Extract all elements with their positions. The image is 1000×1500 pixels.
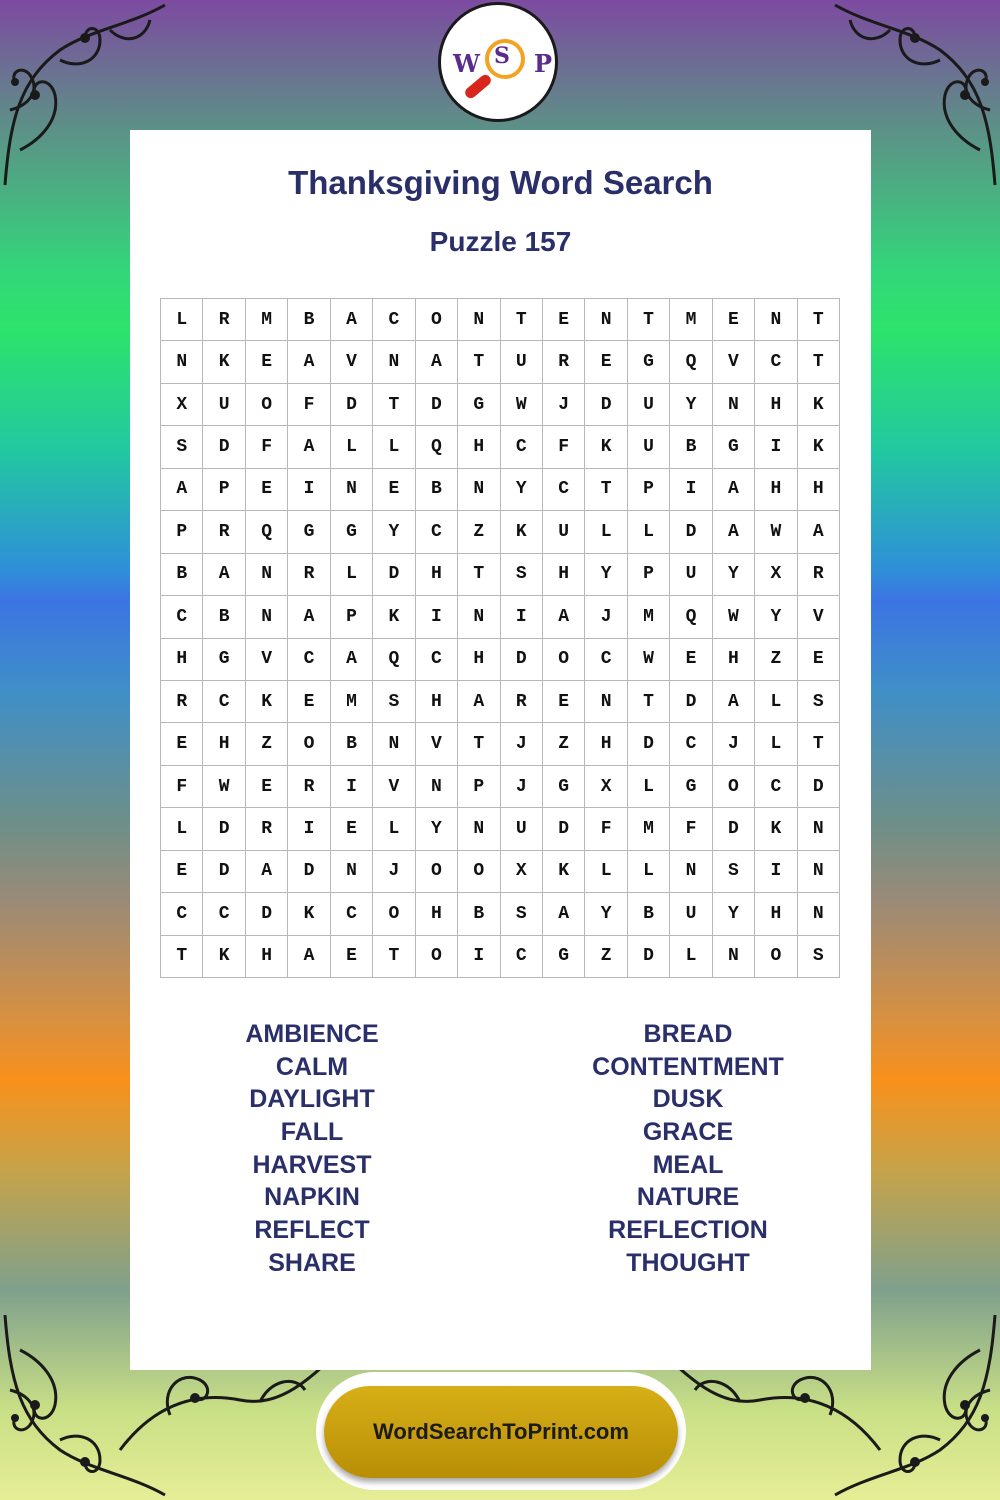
word-list-item: NAPKIN bbox=[264, 1183, 360, 1212]
grid-cell[interactable]: A bbox=[331, 299, 373, 341]
logo-letter-s: S bbox=[494, 43, 510, 69]
grid-cell[interactable]: J bbox=[543, 384, 585, 426]
grid-cell[interactable]: A bbox=[288, 341, 330, 383]
grid-cell[interactable]: U bbox=[628, 384, 670, 426]
grid-cell[interactable]: A bbox=[543, 596, 585, 638]
grid-cell[interactable]: W bbox=[628, 639, 670, 681]
grid-cell[interactable]: N bbox=[585, 681, 627, 723]
grid-cell[interactable]: N bbox=[585, 299, 627, 341]
grid-cell[interactable]: J bbox=[585, 596, 627, 638]
grid-cell[interactable]: U bbox=[543, 511, 585, 553]
grid-cell[interactable]: A bbox=[288, 936, 330, 978]
grid-cell[interactable]: F bbox=[161, 766, 203, 808]
grid-cell[interactable]: E bbox=[670, 639, 712, 681]
grid-cell[interactable]: L bbox=[161, 808, 203, 850]
grid-cell[interactable]: H bbox=[246, 936, 288, 978]
grid-cell[interactable]: D bbox=[501, 639, 543, 681]
grid-cell[interactable]: R bbox=[203, 511, 245, 553]
grid-cell[interactable]: N bbox=[713, 384, 755, 426]
grid-cell[interactable]: R bbox=[288, 766, 330, 808]
grid-cell[interactable]: E bbox=[373, 469, 415, 511]
word-list-item: DAYLIGHT bbox=[249, 1085, 375, 1114]
grid-cell[interactable]: M bbox=[628, 808, 670, 850]
grid-cell[interactable]: B bbox=[628, 893, 670, 935]
grid-cell[interactable]: D bbox=[670, 511, 712, 553]
grid-cell[interactable]: N bbox=[458, 808, 500, 850]
grid-cell[interactable]: K bbox=[798, 426, 840, 468]
grid-cell[interactable]: E bbox=[331, 808, 373, 850]
word-list-item: REFLECTION bbox=[608, 1216, 768, 1245]
grid-cell[interactable]: A bbox=[543, 893, 585, 935]
grid-cell[interactable]: K bbox=[203, 341, 245, 383]
grid-cell[interactable]: N bbox=[458, 299, 500, 341]
grid-cell[interactable]: U bbox=[501, 341, 543, 383]
grid-cell[interactable]: L bbox=[755, 681, 797, 723]
grid-cell[interactable]: C bbox=[416, 639, 458, 681]
grid-cell[interactable]: A bbox=[713, 469, 755, 511]
grid-cell[interactable]: E bbox=[246, 469, 288, 511]
grid-cell[interactable]: N bbox=[713, 936, 755, 978]
grid-cell[interactable]: I bbox=[288, 469, 330, 511]
grid-cell[interactable]: N bbox=[331, 851, 373, 893]
grid-cell[interactable]: D bbox=[713, 808, 755, 850]
grid-cell[interactable]: I bbox=[755, 851, 797, 893]
grid-cell[interactable]: N bbox=[246, 596, 288, 638]
grid-cell[interactable]: N bbox=[458, 469, 500, 511]
grid-cell[interactable]: B bbox=[203, 596, 245, 638]
grid-cell[interactable]: T bbox=[798, 723, 840, 765]
grid-cell[interactable]: E bbox=[798, 639, 840, 681]
grid-cell[interactable]: L bbox=[373, 808, 415, 850]
letter-grid bbox=[160, 298, 840, 978]
grid-cell[interactable]: Y bbox=[585, 554, 627, 596]
grid-cell[interactable]: C bbox=[755, 341, 797, 383]
grid-cell[interactable]: P bbox=[458, 766, 500, 808]
grid-cell[interactable]: A bbox=[246, 851, 288, 893]
grid-cell[interactable]: T bbox=[458, 341, 500, 383]
grid-cell[interactable]: N bbox=[246, 554, 288, 596]
grid-cell[interactable]: I bbox=[331, 766, 373, 808]
grid-cell[interactable]: E bbox=[543, 681, 585, 723]
grid-cell[interactable]: N bbox=[798, 851, 840, 893]
grid-cell[interactable]: E bbox=[161, 723, 203, 765]
grid-cell[interactable]: A bbox=[458, 681, 500, 723]
grid-cell[interactable]: H bbox=[585, 723, 627, 765]
grid-cell[interactable]: Y bbox=[755, 596, 797, 638]
word-list-item: BREAD bbox=[643, 1020, 733, 1048]
grid-cell[interactable]: O bbox=[416, 851, 458, 893]
grid-cell[interactable]: G bbox=[713, 426, 755, 468]
grid-cell[interactable]: D bbox=[543, 808, 585, 850]
grid-cell[interactable]: O bbox=[543, 639, 585, 681]
grid-cell[interactable]: E bbox=[543, 299, 585, 341]
grid-cell[interactable]: V bbox=[246, 639, 288, 681]
grid-cell[interactable]: N bbox=[798, 893, 840, 935]
grid-cell[interactable]: N bbox=[373, 341, 415, 383]
grid-cell[interactable]: G bbox=[543, 766, 585, 808]
grid-cell[interactable]: H bbox=[416, 554, 458, 596]
grid-cell[interactable]: K bbox=[288, 893, 330, 935]
grid-cell[interactable]: L bbox=[373, 426, 415, 468]
grid-cell[interactable]: L bbox=[585, 851, 627, 893]
grid-cell[interactable]: E bbox=[331, 936, 373, 978]
grid-cell[interactable]: E bbox=[246, 341, 288, 383]
grid-cell[interactable]: C bbox=[373, 299, 415, 341]
grid-cell[interactable]: A bbox=[331, 639, 373, 681]
footer-banner bbox=[316, 1372, 686, 1490]
grid-cell[interactable]: R bbox=[543, 341, 585, 383]
grid-cell[interactable]: A bbox=[288, 426, 330, 468]
grid-cell[interactable]: R bbox=[501, 681, 543, 723]
word-list-item: CONTENTMENT bbox=[592, 1052, 784, 1081]
grid-cell[interactable]: W bbox=[755, 511, 797, 553]
grid-cell[interactable]: D bbox=[246, 893, 288, 935]
grid-cell[interactable]: J bbox=[373, 851, 415, 893]
grid-cell[interactable]: Y bbox=[416, 808, 458, 850]
grid-cell[interactable]: S bbox=[501, 893, 543, 935]
grid-cell[interactable]: A bbox=[416, 341, 458, 383]
grid-cell[interactable]: A bbox=[288, 596, 330, 638]
grid-cell[interactable]: T bbox=[798, 341, 840, 383]
grid-cell[interactable]: T bbox=[501, 299, 543, 341]
grid-cell[interactable]: G bbox=[331, 511, 373, 553]
grid-cell[interactable]: K bbox=[543, 851, 585, 893]
grid-cell[interactable]: H bbox=[798, 469, 840, 511]
grid-cell[interactable]: H bbox=[713, 639, 755, 681]
grid-cell[interactable]: P bbox=[628, 469, 670, 511]
grid-cell[interactable]: O bbox=[373, 893, 415, 935]
grid-cell[interactable]: H bbox=[755, 893, 797, 935]
grid-cell[interactable]: B bbox=[670, 426, 712, 468]
grid-cell[interactable]: H bbox=[161, 639, 203, 681]
grid-cell[interactable]: B bbox=[161, 554, 203, 596]
grid-cell[interactable]: O bbox=[755, 936, 797, 978]
grid-cell[interactable]: R bbox=[798, 554, 840, 596]
grid-cell[interactable]: C bbox=[585, 639, 627, 681]
grid-cell[interactable]: U bbox=[670, 554, 712, 596]
grid-cell[interactable]: B bbox=[416, 469, 458, 511]
grid-cell[interactable]: K bbox=[798, 384, 840, 426]
grid-cell[interactable]: I bbox=[458, 936, 500, 978]
grid-cell[interactable]: T bbox=[373, 384, 415, 426]
grid-cell[interactable]: T bbox=[628, 299, 670, 341]
grid-cell[interactable]: V bbox=[373, 766, 415, 808]
grid-cell[interactable]: D bbox=[373, 554, 415, 596]
puzzle-card bbox=[130, 130, 871, 1370]
grid-cell[interactable]: L bbox=[331, 426, 373, 468]
grid-cell[interactable]: O bbox=[713, 766, 755, 808]
grid-cell[interactable]: U bbox=[501, 808, 543, 850]
grid-cell[interactable]: Z bbox=[755, 639, 797, 681]
grid-cell[interactable]: Q bbox=[416, 426, 458, 468]
grid-cell[interactable]: G bbox=[628, 341, 670, 383]
grid-cell[interactable]: T bbox=[161, 936, 203, 978]
grid-cell[interactable]: I bbox=[288, 808, 330, 850]
grid-cell[interactable]: F bbox=[543, 426, 585, 468]
word-list-item: FALL bbox=[280, 1118, 344, 1147]
grid-cell[interactable]: T bbox=[373, 936, 415, 978]
grid-cell[interactable]: G bbox=[670, 766, 712, 808]
grid-cell[interactable]: U bbox=[203, 384, 245, 426]
grid-cell[interactable]: B bbox=[288, 299, 330, 341]
grid-cell[interactable]: D bbox=[670, 681, 712, 723]
grid-cell[interactable]: Z bbox=[458, 511, 500, 553]
grid-cell[interactable]: H bbox=[458, 426, 500, 468]
grid-cell[interactable]: I bbox=[501, 596, 543, 638]
grid-cell[interactable]: F bbox=[670, 808, 712, 850]
grid-cell[interactable]: I bbox=[670, 469, 712, 511]
site-logo[interactable] bbox=[438, 2, 558, 122]
grid-cell[interactable]: E bbox=[161, 851, 203, 893]
word-list-item: SHARE bbox=[268, 1248, 356, 1277]
grid-cell[interactable]: D bbox=[798, 766, 840, 808]
grid-cell[interactable]: S bbox=[798, 936, 840, 978]
grid-cell[interactable]: W bbox=[713, 596, 755, 638]
site-link[interactable]: WordSearchToPrint.com bbox=[324, 1386, 678, 1478]
grid-cell[interactable]: E bbox=[713, 299, 755, 341]
grid-cell[interactable]: C bbox=[501, 426, 543, 468]
grid-cell[interactable]: T bbox=[458, 554, 500, 596]
grid-cell[interactable]: D bbox=[288, 851, 330, 893]
grid-cell[interactable]: T bbox=[628, 681, 670, 723]
grid-cell[interactable]: W bbox=[501, 384, 543, 426]
grid-cell[interactable]: M bbox=[246, 299, 288, 341]
grid-cell[interactable]: K bbox=[755, 808, 797, 850]
grid-cell[interactable]: L bbox=[331, 554, 373, 596]
logo-letter-w: W bbox=[453, 49, 480, 78]
grid-cell[interactable]: C bbox=[416, 511, 458, 553]
grid-cell[interactable]: Y bbox=[373, 511, 415, 553]
grid-cell[interactable]: Z bbox=[585, 936, 627, 978]
grid-cell[interactable]: D bbox=[628, 936, 670, 978]
grid-cell[interactable]: G bbox=[458, 384, 500, 426]
grid-cell[interactable]: S bbox=[501, 554, 543, 596]
grid-cell[interactable]: R bbox=[246, 808, 288, 850]
grid-cell[interactable]: L bbox=[161, 299, 203, 341]
grid-cell[interactable]: D bbox=[331, 384, 373, 426]
grid-cell[interactable]: R bbox=[161, 681, 203, 723]
grid-cell[interactable]: S bbox=[373, 681, 415, 723]
grid-cell[interactable]: C bbox=[288, 639, 330, 681]
grid-cell[interactable]: W bbox=[203, 766, 245, 808]
grid-cell[interactable]: H bbox=[203, 723, 245, 765]
grid-cell[interactable]: G bbox=[543, 936, 585, 978]
grid-cell[interactable]: P bbox=[331, 596, 373, 638]
grid-cell[interactable]: C bbox=[203, 681, 245, 723]
grid-cell[interactable]: C bbox=[203, 893, 245, 935]
grid-cell[interactable]: R bbox=[203, 299, 245, 341]
grid-cell[interactable]: C bbox=[161, 893, 203, 935]
grid-cell[interactable]: M bbox=[628, 596, 670, 638]
grid-cell[interactable]: S bbox=[713, 851, 755, 893]
grid-cell[interactable]: L bbox=[628, 851, 670, 893]
word-list-item: DUSK bbox=[652, 1085, 724, 1114]
grid-cell[interactable]: Q bbox=[670, 596, 712, 638]
grid-cell[interactable]: X bbox=[755, 554, 797, 596]
grid-cell[interactable]: O bbox=[416, 936, 458, 978]
word-list-item: MEAL bbox=[652, 1150, 724, 1179]
grid-cell[interactable]: S bbox=[798, 681, 840, 723]
grid-cell[interactable]: D bbox=[416, 384, 458, 426]
grid-cell[interactable]: J bbox=[713, 723, 755, 765]
grid-cell[interactable]: N bbox=[670, 851, 712, 893]
grid-cell[interactable]: J bbox=[501, 766, 543, 808]
grid-cell[interactable]: O bbox=[416, 299, 458, 341]
grid-cell[interactable]: N bbox=[331, 469, 373, 511]
grid-cell[interactable]: Y bbox=[670, 384, 712, 426]
grid-cell[interactable]: L bbox=[585, 511, 627, 553]
grid-cell[interactable]: D bbox=[203, 851, 245, 893]
grid-cell[interactable]: C bbox=[670, 723, 712, 765]
grid-cell[interactable]: F bbox=[288, 384, 330, 426]
grid-cell[interactable]: K bbox=[585, 426, 627, 468]
word-list-left bbox=[162, 1018, 462, 1280]
grid-cell[interactable]: A bbox=[203, 554, 245, 596]
grid-cell[interactable]: H bbox=[416, 681, 458, 723]
grid-cell[interactable]: X bbox=[585, 766, 627, 808]
grid-cell[interactable]: C bbox=[331, 893, 373, 935]
grid-cell[interactable]: O bbox=[458, 851, 500, 893]
grid-cell[interactable]: C bbox=[543, 469, 585, 511]
grid-cell[interactable]: N bbox=[798, 808, 840, 850]
page-title: Thanksgiving Word Search bbox=[288, 164, 713, 201]
grid-cell[interactable]: C bbox=[161, 596, 203, 638]
grid-cell[interactable]: Y bbox=[501, 469, 543, 511]
word-list-item: GRACE bbox=[642, 1118, 734, 1147]
word-list-item: AMBIENCE bbox=[245, 1020, 379, 1048]
grid-cell[interactable]: Q bbox=[373, 639, 415, 681]
grid-cell[interactable]: B bbox=[458, 893, 500, 935]
word-list-right bbox=[538, 1018, 838, 1280]
grid-cell[interactable]: C bbox=[501, 936, 543, 978]
grid-cell[interactable]: K bbox=[373, 596, 415, 638]
grid-cell[interactable]: P bbox=[203, 469, 245, 511]
grid-cell[interactable]: H bbox=[755, 469, 797, 511]
grid-cell[interactable]: N bbox=[416, 766, 458, 808]
grid-cell[interactable]: N bbox=[373, 723, 415, 765]
grid-cell[interactable]: Q bbox=[246, 511, 288, 553]
grid-cell[interactable]: N bbox=[755, 299, 797, 341]
grid-cell[interactable]: G bbox=[288, 511, 330, 553]
grid-cell[interactable]: D bbox=[628, 723, 670, 765]
grid-cell[interactable]: K bbox=[501, 511, 543, 553]
grid-cell[interactable]: Y bbox=[713, 893, 755, 935]
grid-cell[interactable]: T bbox=[798, 299, 840, 341]
grid-cell[interactable]: D bbox=[203, 426, 245, 468]
grid-cell[interactable]: A bbox=[713, 681, 755, 723]
grid-cell[interactable]: I bbox=[755, 426, 797, 468]
word-list-item: CALM bbox=[275, 1052, 349, 1081]
grid-cell[interactable]: N bbox=[161, 341, 203, 383]
puzzle-number: Puzzle 157 bbox=[429, 226, 572, 257]
grid-cell[interactable]: M bbox=[331, 681, 373, 723]
grid-cell[interactable]: F bbox=[246, 426, 288, 468]
grid-cell[interactable]: E bbox=[246, 766, 288, 808]
grid-cell[interactable]: Y bbox=[585, 893, 627, 935]
grid-cell[interactable]: A bbox=[798, 511, 840, 553]
grid-cell[interactable]: H bbox=[755, 384, 797, 426]
grid-cell[interactable]: Y bbox=[713, 554, 755, 596]
grid-cell[interactable]: S bbox=[161, 426, 203, 468]
grid-cell[interactable]: D bbox=[585, 384, 627, 426]
grid-cell[interactable]: L bbox=[628, 511, 670, 553]
grid-cell[interactable]: V bbox=[798, 596, 840, 638]
grid-cell[interactable]: P bbox=[161, 511, 203, 553]
grid-cell[interactable]: B bbox=[331, 723, 373, 765]
grid-cell[interactable]: K bbox=[203, 936, 245, 978]
grid-cell[interactable]: X bbox=[501, 851, 543, 893]
grid-cell[interactable]: E bbox=[288, 681, 330, 723]
grid-cell[interactable]: U bbox=[670, 893, 712, 935]
grid-cell[interactable]: D bbox=[203, 808, 245, 850]
grid-cell[interactable]: V bbox=[331, 341, 373, 383]
grid-cell[interactable]: X bbox=[161, 384, 203, 426]
grid-cell[interactable]: J bbox=[501, 723, 543, 765]
grid-cell[interactable]: L bbox=[755, 723, 797, 765]
word-list-item: HARVEST bbox=[252, 1150, 372, 1179]
grid-cell[interactable]: A bbox=[161, 469, 203, 511]
grid-cell[interactable]: H bbox=[543, 554, 585, 596]
grid-cell[interactable]: Z bbox=[543, 723, 585, 765]
grid-cell[interactable]: I bbox=[416, 596, 458, 638]
grid-cell[interactable]: G bbox=[203, 639, 245, 681]
grid-cell[interactable]: R bbox=[288, 554, 330, 596]
grid-cell[interactable]: Z bbox=[246, 723, 288, 765]
grid-cell[interactable]: F bbox=[585, 808, 627, 850]
grid-cell[interactable]: O bbox=[246, 384, 288, 426]
grid-cell[interactable]: L bbox=[670, 936, 712, 978]
grid-cell[interactable]: V bbox=[713, 341, 755, 383]
grid-cell[interactable]: V bbox=[416, 723, 458, 765]
grid-cell[interactable]: H bbox=[458, 639, 500, 681]
grid-cell[interactable]: T bbox=[458, 723, 500, 765]
grid-cell[interactable]: A bbox=[713, 511, 755, 553]
grid-cell[interactable]: T bbox=[585, 469, 627, 511]
grid-cell[interactable]: N bbox=[458, 596, 500, 638]
grid-cell[interactable]: U bbox=[628, 426, 670, 468]
grid-cell[interactable]: P bbox=[628, 554, 670, 596]
grid-cell[interactable]: M bbox=[670, 299, 712, 341]
grid-cell[interactable]: E bbox=[585, 341, 627, 383]
grid-cell[interactable]: K bbox=[246, 681, 288, 723]
grid-cell[interactable]: O bbox=[288, 723, 330, 765]
grid-cell[interactable]: H bbox=[416, 893, 458, 935]
grid-cell[interactable]: C bbox=[755, 766, 797, 808]
logo-letter-p: P bbox=[534, 49, 553, 78]
word-list-item: NATURE bbox=[636, 1183, 740, 1212]
word-list-item: THOUGHT bbox=[626, 1248, 750, 1277]
grid-cell[interactable]: Q bbox=[670, 341, 712, 383]
word-list-item: REFLECT bbox=[254, 1216, 370, 1245]
grid-cell[interactable]: L bbox=[628, 766, 670, 808]
